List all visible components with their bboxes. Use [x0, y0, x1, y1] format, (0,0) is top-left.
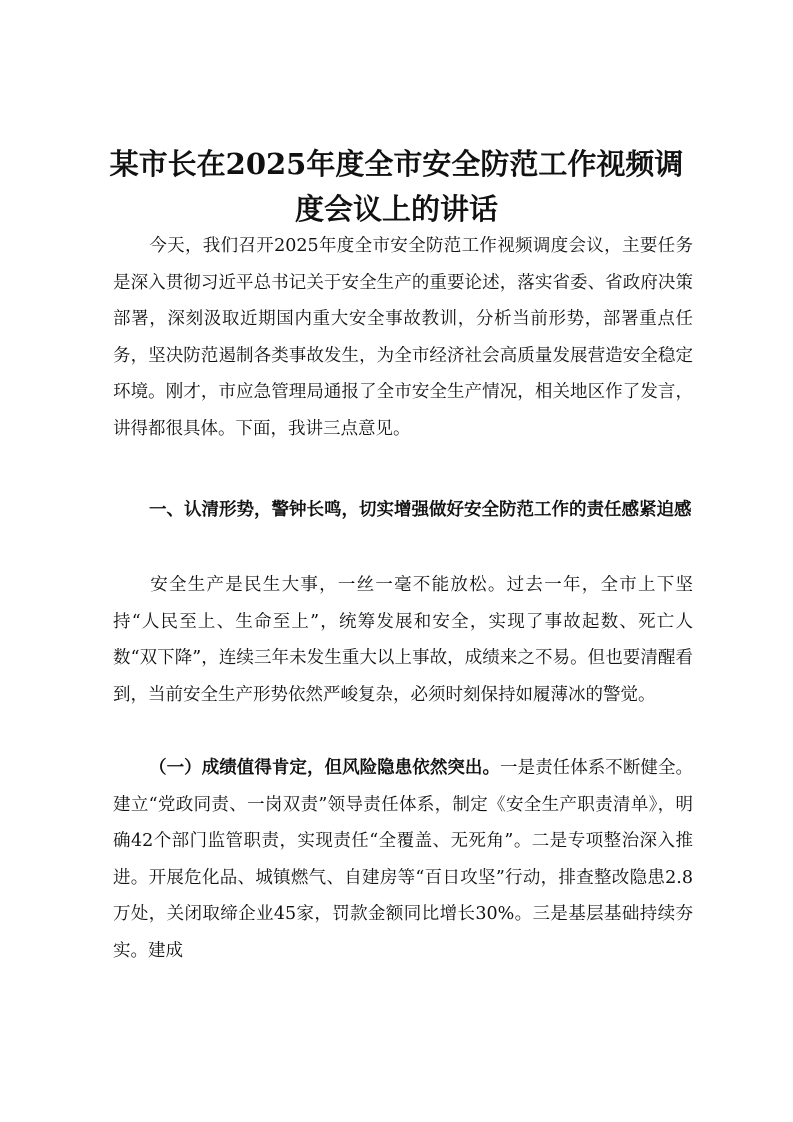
document-title-line2: 度会议上的讲话 — [294, 192, 498, 226]
paragraph-intro-text: 今天，我们召开2025年度全市安全防范工作视频调度会议，主要任务是深入贯彻习近平总书记关于安全生产的重要论述，落实省委、省政府决策部署，深刻汲取近期国内重大安全事故教训，分析当前形势，部署重点任务，坚决防范遏制各类事故发生，为全市经济社会高质量发展营造安全稳定环境。刚才，市应急管理局通报了全市安全生产情况，相关地区作了发言，讲得都很具体。下面，我讲三点意见。 — [113, 236, 693, 439]
section-heading-1 — [113, 492, 693, 529]
section-heading-1-text: 一、认清形势，警钟长鸣，切实增强做好安全防范工作的责任感紧迫感 — [149, 500, 692, 520]
paragraph-achievements — [113, 750, 693, 969]
subheading-1: （一）成绩值得肯定，但风险隐患依然突出。 — [149, 758, 501, 778]
paragraph-achievements-text: 一是责任体系不断健全。建立“党政同责、一岗双责”领导责任体系，制定《安全生产职责清单》，明确42个部门监管职责，实现责任“全覆盖、无死角”。二是专项整治深入推进。开展危化品、城镇燃气、自建房等“百日攻坚”行动，排查整改隐患2.8万处，关闭取缔企业45家，罚款金额同比增长30%。三是基层基础持续夯实。建成 — [113, 758, 693, 961]
paragraph-intro — [113, 228, 693, 447]
paragraph-safety-situation-text: 安全生产是民生大事，一丝一毫不能放松。过去一年，全市上下坚持“人民至上、生命至上”，统筹发展和安全，实现了事故起数、死亡人数“双下降”，连续三年未发生重大以上事故，成绩来之不易。但也要清醒看到，当前安全生产形势依然严峻复杂，必须时刻保持如履薄冰的警觉。 — [113, 575, 693, 705]
document-title-line1: 某市长在2025年度全市安全防范工作视频调 — [109, 147, 684, 181]
paragraph-safety-situation — [113, 567, 693, 713]
